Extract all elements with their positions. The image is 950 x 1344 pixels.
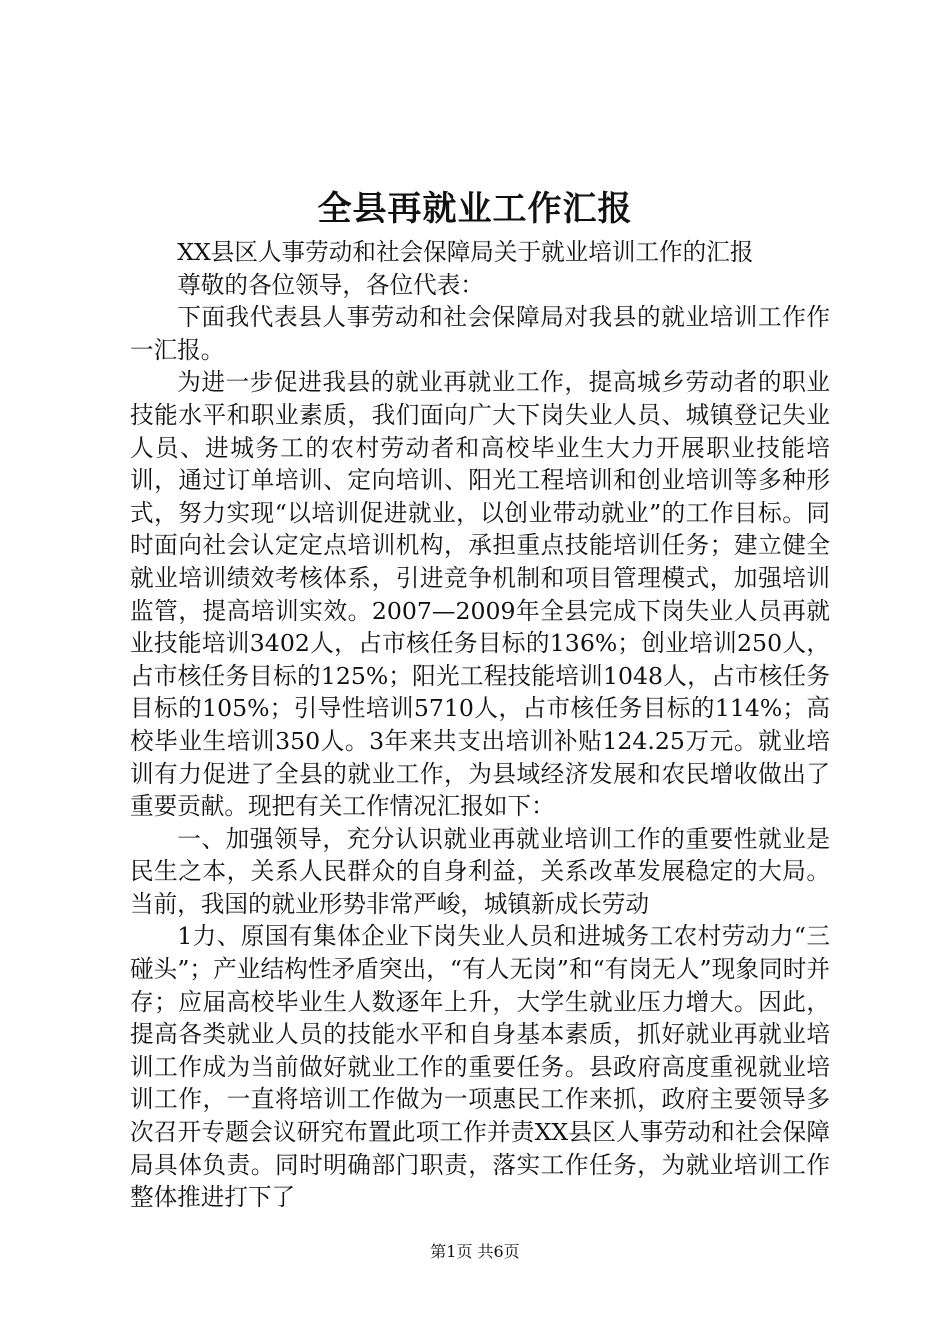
document-body <box>130 236 830 1214</box>
paragraph-section-one: 一、加强领导，充分认识就业再就业培训工作的重要性就业是民生之本，关系人民群众的自身利益，关系改革发展稳定的大局。当前，我国的就业形势非常严峻，城镇新成长劳动 <box>130 824 830 918</box>
paragraph-subtitle: XX县区人事劳动和社会保障局关于就业培训工作的汇报 <box>177 238 754 266</box>
paragraph-continuation: 1力、原国有集体企业下岗失业人员和进城务工农村劳动力“三碰头”；产业结构性矛盾突出，“有人无岗”和“有岗无人”现象同时并存；应届高校毕业生人数逐年上升，大学生就业压力增大。因此，提高各类就业人员的技能水平和自身基本素质，抓好就业再就业培训工作成为当前做好就业工作的重要任务。县政府高度重视就业培训工作，一直将培训工作做为一项惠民工作来抓，政府主要领导多次召开专题会议研究布置此项工作并责XX县区人事劳动和社会保障局具体负责。同时明确部门职责，落实工作任务，为就业培训工作整体推进打下了 <box>130 922 830 1212</box>
paragraph-overview: 为进一步促进我县的就业再就业工作，提高城乡劳动者的职业技能水平和职业素质，我们面向广大下岗失业人员、城镇登记失业人员、进城务工的农村劳动者和高校毕业生大力开展职业技能培训，通过订单培训、定向培训、阳光工程培训和创业培训等多种形式，努力实现“以培训促进就业，以创业带动就业”的工作目标。同时面向社会认定定点培训机构，承担重点技能培训任务；建立健全就业培训绩效考核体系，引进竞争机制和项目管理模式，加强培训监管，提高培训实效。2007—2009年全县完成下岗失业人员再就业技能培训3402人，占市核任务目标的136%；创业培训250人，占市核任务目标的125%；阳光工程技能培训1048人，占市核任务目标的105%；引导性培训5710人，占市核任务目标的114%；高校毕业生培训350人。3年来共支出培训补贴124.25万元。就业培训有力促进了全县的就业工作，为县域经济发展和农民增收做出了重要贡献。现把有关工作情况汇报如下： <box>130 368 830 821</box>
page-number-footer: 第1页 共6页 <box>430 1242 520 1261</box>
document-title: 全县再就业工作汇报 <box>317 189 633 229</box>
paragraph-intro: 下面我代表县人事劳动和社会保障局对我县的就业培训工作作一汇报。 <box>130 303 830 364</box>
paragraph-salutation: 尊敬的各位领导，各位代表： <box>177 270 484 299</box>
